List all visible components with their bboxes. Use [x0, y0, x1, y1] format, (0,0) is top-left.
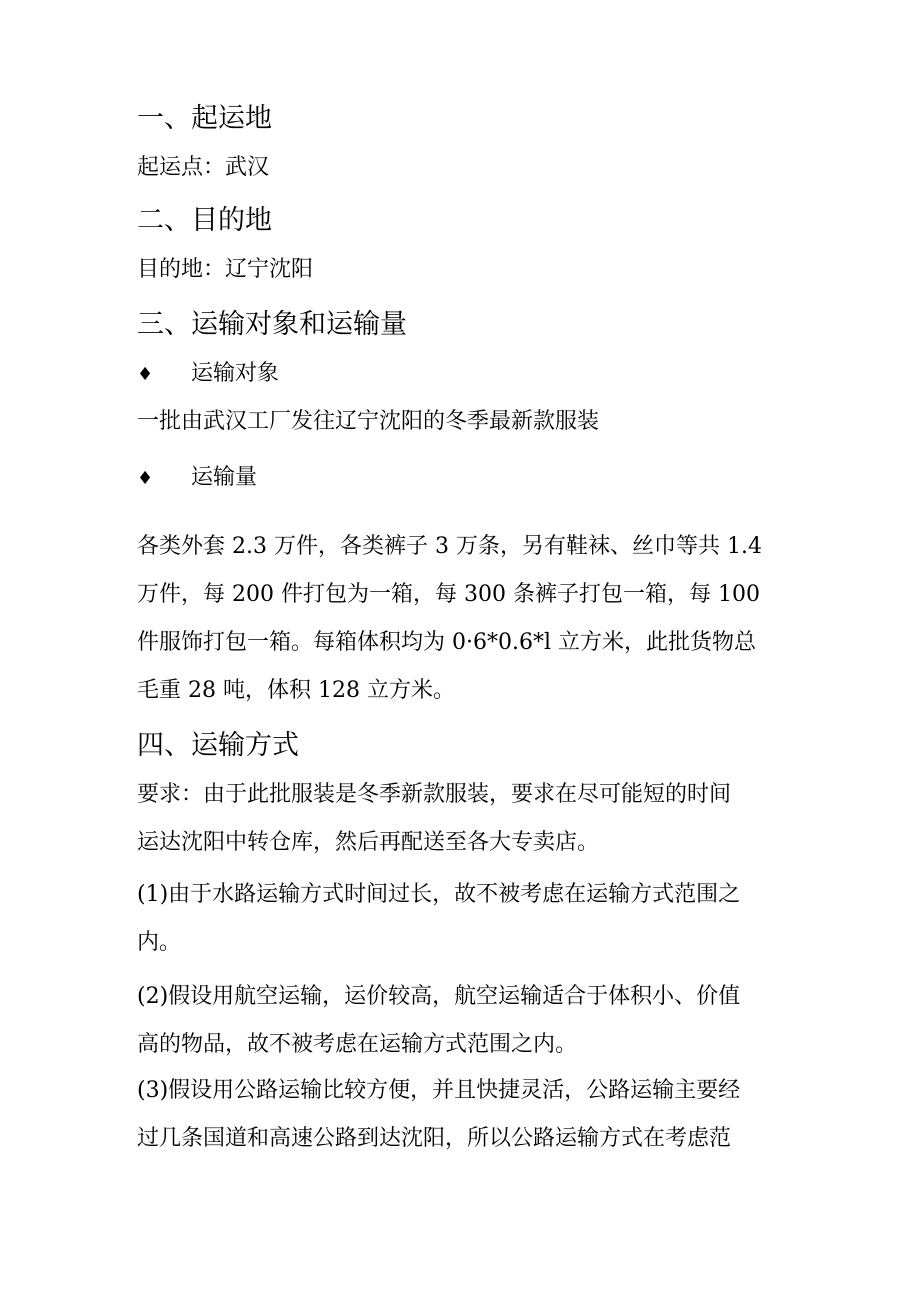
origin-line: 起运点：武汉 — [137, 155, 270, 180]
paragraph-line: (2)假设用航空运输，运价较高，航空运输适合于体积小、价值 — [137, 984, 741, 1009]
section-heading-cargo: 三、运输对象和运输量 — [137, 309, 407, 340]
paragraph-line: 运达沈阳中转仓库，然后再配送至各大专卖店。 — [137, 830, 600, 855]
paragraph-line: 万件，每 200 件打包为一箱，每 300 条裤子打包一箱，每 100 — [137, 582, 760, 607]
option-air-paragraph — [137, 973, 787, 1069]
section-heading-origin: 一、起运地 — [137, 103, 272, 134]
paragraph-line: (1)由于水路运输方式时间过长，故不被考虑在运输方式范围之 — [137, 882, 741, 907]
paragraph-line: 各类外套 2.3 万件，各类裤子 3 万条，另有鞋袜、丝巾等共 1.4 — [137, 534, 762, 559]
cargo-volume-paragraph — [137, 523, 787, 715]
paragraph-line: 毛重 28 吨，体积 128 立方米。 — [137, 678, 455, 703]
bullet-cargo-volume — [137, 463, 257, 494]
diamond-bullet-icon: ♦ — [137, 364, 154, 385]
bullet-label: 运输对象 — [191, 361, 280, 386]
bullet-cargo-object — [137, 359, 279, 390]
section-heading-transport: 四、运输方式 — [137, 730, 299, 761]
bullet-label: 运输量 — [191, 465, 258, 490]
cargo-object-text: 一批由武汉工厂发往辽宁沈阳的冬季最新款服装 — [137, 409, 600, 434]
paragraph-line: (3)假设用公路运输比较方便，并且快捷灵活，公路运输主要经 — [137, 1078, 741, 1103]
option-water-paragraph — [137, 871, 787, 967]
paragraph-line: 要求：由于此批服装是冬季新款服装，要求在尽可能短的时间 — [137, 782, 732, 807]
paragraph-line: 过几条国道和高速公路到达沈阳，所以公路运输方式在考虑范 — [137, 1126, 732, 1151]
paragraph-line: 内。 — [137, 930, 182, 955]
section-heading-destination: 二、目的地 — [137, 205, 272, 236]
option-road-paragraph — [137, 1067, 787, 1163]
diamond-bullet-icon: ♦ — [137, 468, 154, 489]
paragraph-line: 高的物品，故不被考虑在运输方式范围之内。 — [137, 1032, 578, 1057]
destination-line: 目的地：辽宁沈阳 — [137, 257, 314, 282]
paragraph-line: 件服饰打包一箱。每箱体积均为 0·6*0.6*l 立方米，此批货物总 — [137, 630, 756, 655]
requirement-paragraph — [137, 771, 787, 867]
